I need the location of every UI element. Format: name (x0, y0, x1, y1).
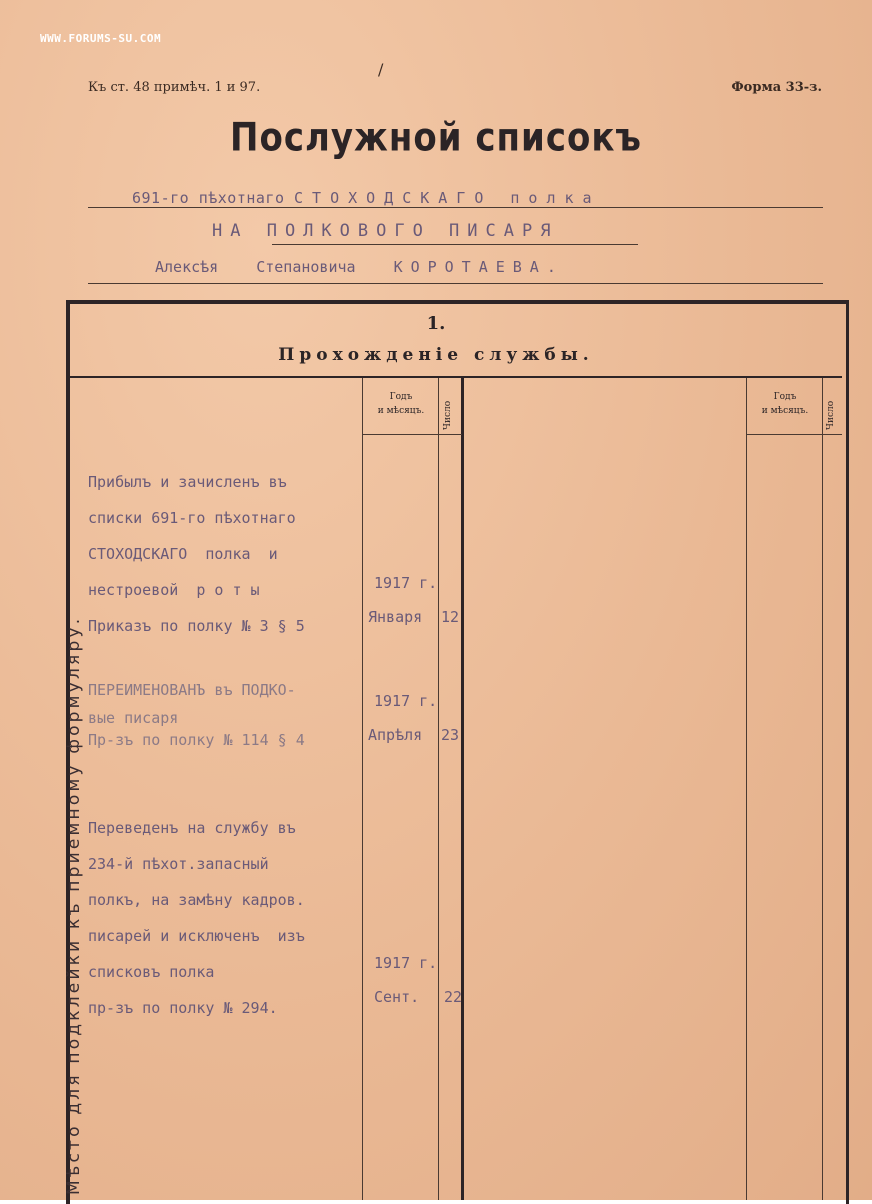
service-entry (88, 464, 305, 644)
year-month-header: Годъ и мѣсяцъ. (377, 392, 425, 416)
subheader-rule (746, 434, 842, 435)
form-number: Форма 33-з. (731, 80, 822, 95)
position-underline (272, 244, 638, 245)
statute-reference: Къ ст. 48 примѣч. 1 и 97. (88, 80, 261, 95)
column-divider (822, 378, 823, 1200)
entry-line: нестроевой р о т ы (88, 581, 260, 599)
side-note: Мѣсто для подклейки къ приемному формуляру. (64, 615, 84, 1195)
column-divider (438, 378, 439, 1200)
entry-line: вые писаря (88, 709, 179, 727)
day-header: Число (443, 400, 453, 430)
entry-line: Приказъ по полку № 3 § 5 (88, 617, 305, 635)
entry-line: списковъ полка (88, 963, 215, 981)
regiment-name: СТОХОДСКАГО полка (294, 189, 601, 207)
entry-line: Переведенъ на службу въ (88, 819, 296, 837)
day-header-right: Число (826, 400, 836, 430)
pen-mark: / (378, 60, 384, 79)
entry-month: Сент. (374, 988, 420, 1006)
entry-year: 1917 г. (374, 574, 438, 592)
entry-line: ПЕРЕИМЕНОВАНЪ въ ПОДКО- (88, 681, 296, 699)
document-title: Послужной списокъ (230, 115, 642, 161)
entry-line: Пр-зъ по полку № 114 § 4 (88, 731, 305, 749)
entry-line: 234-й пѣхот.запасный (88, 855, 269, 873)
entry-line: полкъ, на замѣну кадров. (88, 891, 305, 909)
first-name: Алексѣя (155, 258, 219, 276)
column-divider (746, 378, 747, 1200)
regiment-underline (88, 207, 823, 208)
entry-line: пр-зъ по полку № 294. (88, 999, 278, 1017)
section-title: Прохожденіе службы. (278, 345, 594, 365)
surname: КОРОТАЕВА. (393, 258, 564, 276)
entry-day: 12 (441, 608, 460, 626)
header-rule (70, 376, 842, 378)
entry-year: 1917 г. (374, 954, 438, 972)
entry-line: Прибылъ и зачисленъ въ (88, 473, 287, 491)
service-entry (88, 810, 305, 1026)
entry-day: 22 (444, 988, 463, 1006)
service-entry (88, 672, 305, 758)
patronymic: Степановича (256, 258, 356, 276)
regiment-prefix: 691-го пѣхотнаго (132, 189, 285, 207)
name-underline (88, 283, 823, 284)
entry-line: писарей и исключенъ изъ (88, 927, 305, 945)
entry-month: Апрѣля (368, 726, 423, 744)
entry-line: списки 691-го пѣхотнаго (88, 509, 296, 527)
entry-line: СТОХОДСКАГО полка и (88, 545, 278, 563)
year-month-header-right: Годъ и мѣсяцъ. (761, 392, 809, 416)
section-number: 1. (426, 313, 446, 334)
entry-year: 1917 г. (374, 692, 438, 710)
column-divider (362, 378, 363, 1200)
column-divider-thick (461, 378, 464, 1200)
watermark: WWW.FORUMS-SU.COM (40, 32, 162, 45)
position-line: НА ПОЛКОВОГО ПИСАРЯ (212, 221, 559, 241)
entry-day: 23 (441, 726, 460, 744)
subheader-rule (362, 434, 462, 435)
regiment-line (132, 189, 601, 207)
entry-month: Января (368, 608, 423, 626)
person-name-line (155, 258, 564, 276)
